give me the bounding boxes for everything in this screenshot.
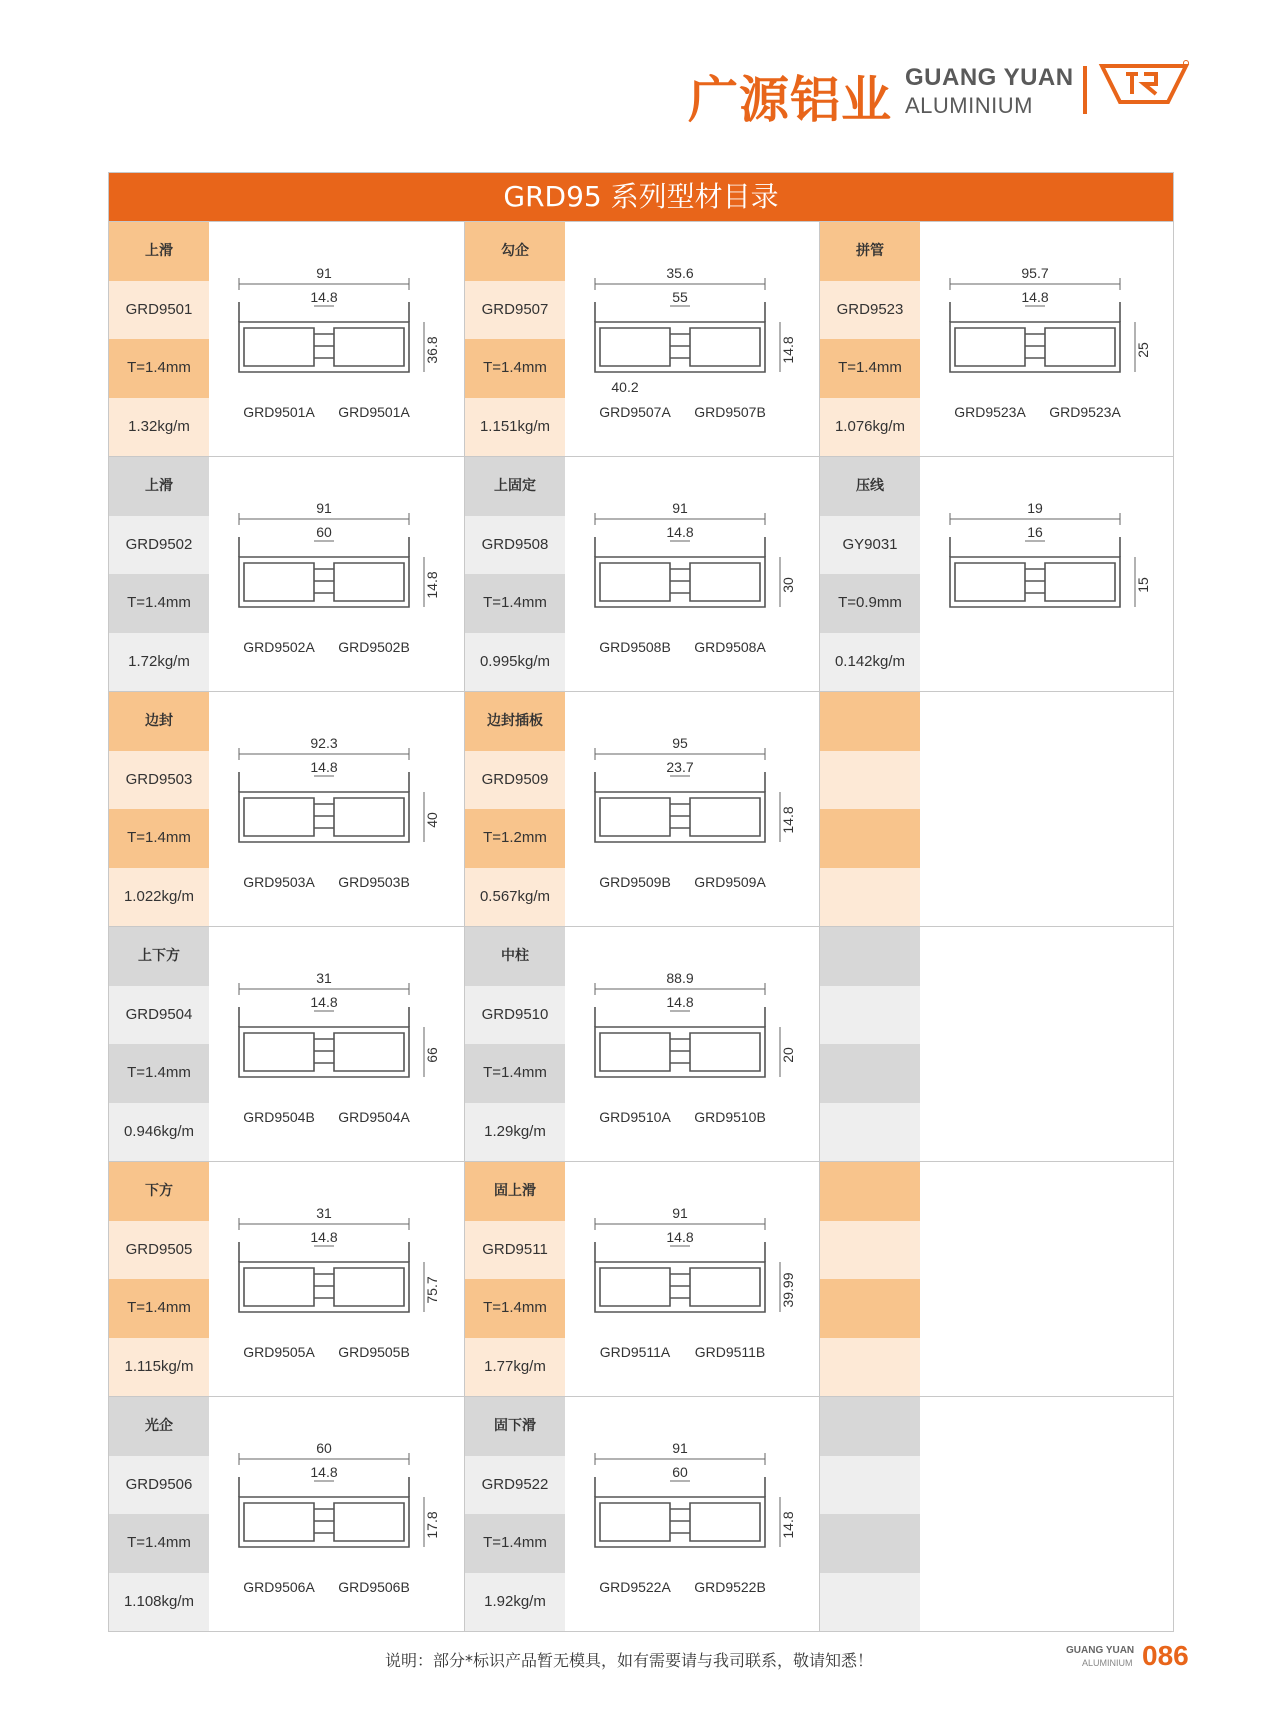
profile-outline: [239, 1497, 409, 1547]
profile-name: [820, 692, 920, 751]
profile-code: [820, 1221, 920, 1280]
profile-name: 上固定: [465, 457, 565, 516]
profile-weight: 0.995kg/m: [465, 633, 565, 692]
profile-spec-column: [465, 692, 565, 926]
profile-outline: [244, 1033, 314, 1071]
profile-outline: [334, 1033, 404, 1071]
profile-cell: [819, 692, 1175, 926]
profile-outline: [955, 328, 1025, 366]
profile-outline: [595, 557, 765, 607]
brand-name-cn: 广源铝业: [688, 71, 892, 129]
dimension-label: 14.8: [666, 524, 694, 540]
profile-outline: [600, 1503, 670, 1541]
dimension-label: 17.8: [424, 1511, 440, 1539]
profile-cell: [819, 222, 1175, 456]
profile-weight: 0.567kg/m: [465, 868, 565, 927]
dimension-label: 40: [424, 812, 440, 828]
profile-thickness: T=1.2mm: [465, 809, 565, 868]
profile-outline: [950, 537, 1120, 557]
profile-thickness: T=1.4mm: [109, 1514, 209, 1573]
profile-cell: [464, 1397, 820, 1631]
part-code-label: GRD9503B: [338, 874, 410, 890]
profile-cell: [109, 222, 464, 456]
profile-outline: [690, 563, 760, 601]
profile-name: 上下方: [109, 927, 209, 986]
profile-cell: [819, 1162, 1175, 1396]
profile-name: 拼管: [820, 222, 920, 281]
profile-drawing: [209, 1397, 464, 1631]
dimension-label: 35.6: [666, 265, 694, 281]
part-code-label: GRD9510A: [599, 1109, 671, 1125]
profile-outline: [690, 1033, 760, 1071]
dimension-label: 14.8: [424, 571, 440, 599]
dimension-label: 88.9: [666, 970, 694, 986]
catalog-row: [109, 1161, 1173, 1396]
profile-code: [820, 1456, 920, 1515]
profile-name: 勾企: [465, 222, 565, 281]
profile-catalog: [108, 172, 1174, 1632]
profile-section-diagram: [209, 222, 464, 456]
dimension-label: 14.8: [310, 1464, 338, 1480]
profile-weight: 1.151kg/m: [465, 398, 565, 457]
profile-spec-column: [465, 927, 565, 1161]
profile-outline: [334, 328, 404, 366]
profile-weight: 0.142kg/m: [820, 633, 920, 692]
profile-drawing: [565, 927, 820, 1161]
profile-outline: [670, 1274, 690, 1298]
profile-name: [820, 1397, 920, 1456]
profile-name: 固下滑: [465, 1397, 565, 1456]
profile-cell: [464, 927, 820, 1161]
dimension-label: 19: [1027, 500, 1043, 516]
profile-outline: [690, 798, 760, 836]
dimension-label: 14.8: [666, 1229, 694, 1245]
profile-cell: [109, 927, 464, 1161]
profile-outline: [1045, 328, 1115, 366]
profile-outline: [239, 322, 409, 372]
profile-drawing: [565, 692, 820, 926]
profile-drawing: [565, 1397, 820, 1631]
profile-name: 边封插板: [465, 692, 565, 751]
dimension-label: 14.8: [1021, 289, 1049, 305]
profile-cell: [819, 1397, 1175, 1631]
profile-weight: 1.076kg/m: [820, 398, 920, 457]
profile-section-diagram: [565, 1397, 820, 1631]
dimension-label: 14.8: [310, 289, 338, 305]
profile-outline: [239, 1027, 409, 1077]
profile-thickness: [820, 1279, 920, 1338]
profile-outline: [595, 1007, 765, 1027]
profile-drawing: [565, 457, 820, 691]
dimension-label: 91: [672, 1440, 688, 1456]
profile-outline: [600, 1268, 670, 1306]
profile-thickness: T=1.4mm: [465, 1279, 565, 1338]
part-code-label: GRD9505B: [338, 1344, 410, 1360]
profile-section-diagram: [565, 692, 820, 926]
profile-thickness: T=1.4mm: [465, 574, 565, 633]
profile-section-diagram: [920, 222, 1175, 456]
footer-note: 说明：部分*标识产品暂无模具，如有需要请与我司联系，敬请知悉！: [385, 1651, 874, 1670]
profile-outline: [314, 1274, 334, 1298]
profile-outline: [670, 334, 690, 358]
profile-spec-column: [820, 1162, 920, 1396]
profile-cell: [109, 457, 464, 691]
profile-code: GRD9502: [109, 516, 209, 575]
part-code-label: GRD9506A: [243, 1579, 315, 1595]
profile-cell: [464, 457, 820, 691]
profile-outline: [670, 1039, 690, 1063]
dimension-label: 20: [780, 1047, 796, 1063]
profile-cell: [819, 927, 1175, 1161]
profile-name: 固上滑: [465, 1162, 565, 1221]
profile-outline: [1025, 569, 1045, 593]
profile-thickness: [820, 809, 920, 868]
profile-cell: [464, 1162, 820, 1396]
page-number: 086: [1142, 1640, 1189, 1671]
profile-outline: [244, 563, 314, 601]
profile-outline: [244, 1503, 314, 1541]
profile-name: 上滑: [109, 222, 209, 281]
profile-code: GRD9507: [465, 281, 565, 340]
part-code-label: GRD9501A: [338, 404, 410, 420]
profile-drawing: [565, 222, 820, 456]
profile-cell: [464, 692, 820, 926]
profile-outline: [595, 1262, 765, 1312]
profile-outline: [334, 1268, 404, 1306]
dimension-label: 60: [316, 524, 332, 540]
profile-outline: [1045, 563, 1115, 601]
profile-thickness: T=1.4mm: [109, 339, 209, 398]
part-code-label: GRD9502B: [338, 639, 410, 655]
profile-outline: [1025, 334, 1045, 358]
profile-weight: 1.108kg/m: [109, 1573, 209, 1632]
dimension-label: 92.3: [310, 735, 338, 751]
profile-outline: [670, 804, 690, 828]
catalog-row: [109, 456, 1173, 691]
profile-spec-column: [820, 1397, 920, 1631]
profile-outline: [595, 792, 765, 842]
profile-outline: [600, 1033, 670, 1071]
dimension-label: 91: [316, 265, 332, 281]
dimension-label: 30: [780, 577, 796, 593]
page-header: [0, 0, 1279, 150]
profile-outline: [239, 772, 409, 792]
profile-outline: [595, 302, 765, 322]
profile-section-diagram: [565, 1162, 820, 1396]
profile-outline: [314, 569, 334, 593]
dimension-label: 95: [672, 735, 688, 751]
catalog-row: [109, 691, 1173, 926]
profile-outline: [239, 302, 409, 322]
part-code-label: GRD9504A: [338, 1109, 410, 1125]
profile-outline: [595, 772, 765, 792]
footer-brand-sub: ALUMINIUM: [1082, 1658, 1133, 1668]
profile-spec-column: [820, 222, 920, 456]
brand-logo-icon: [1098, 60, 1190, 112]
profile-cell: [464, 222, 820, 456]
profile-thickness: T=1.4mm: [465, 1514, 565, 1573]
profile-code: GRD9522: [465, 1456, 565, 1515]
profile-outline: [600, 328, 670, 366]
dimension-label: 14.8: [780, 806, 796, 834]
part-code-label: GRD9511B: [694, 1344, 766, 1360]
profile-spec-column: [109, 457, 209, 691]
profile-name: 压线: [820, 457, 920, 516]
profile-section-diagram: [209, 1397, 464, 1631]
dimension-label: 39.99: [780, 1272, 796, 1308]
profile-outline: [595, 537, 765, 557]
logo-divider: [1083, 66, 1087, 114]
profile-weight: [820, 868, 920, 927]
profile-drawing: [209, 692, 464, 926]
profile-code: GRD9501: [109, 281, 209, 340]
profile-outline: [239, 557, 409, 607]
footer-brand: GUANG YUAN: [1066, 1645, 1135, 1656]
part-code-label: GRD9503A: [243, 874, 315, 890]
profile-outline: [600, 563, 670, 601]
profile-cell: [109, 1162, 464, 1396]
profile-thickness: [820, 1044, 920, 1103]
profile-outline: [239, 537, 409, 557]
profile-drawing: [920, 457, 1175, 691]
part-code-label: GRD9509A: [694, 874, 766, 890]
profile-weight: 1.022kg/m: [109, 868, 209, 927]
profile-code: GRD9508: [465, 516, 565, 575]
brand-name-en-sub: ALUMINIUM: [905, 93, 1033, 118]
profile-name: [820, 927, 920, 986]
profile-drawing: [920, 222, 1175, 456]
profile-code: GRD9511: [465, 1221, 565, 1280]
profile-thickness: T=1.4mm: [109, 1279, 209, 1338]
profile-section-diagram: [565, 222, 820, 456]
profile-outline: [690, 1268, 760, 1306]
profile-outline: [690, 328, 760, 366]
profile-weight: [820, 1338, 920, 1397]
dimension-label: 23.7: [666, 759, 694, 775]
profile-code: [820, 751, 920, 810]
profile-outline: [239, 1242, 409, 1262]
profile-outline: [334, 563, 404, 601]
profile-section-diagram: [209, 927, 464, 1161]
profile-spec-column: [465, 222, 565, 456]
profile-name: 光企: [109, 1397, 209, 1456]
profile-section-diagram: [209, 1162, 464, 1396]
part-code-label: GRD9522B: [694, 1579, 766, 1595]
profile-weight: [820, 1573, 920, 1632]
profile-section-diagram: [920, 457, 1175, 691]
profile-outline: [595, 322, 765, 372]
profile-section-diagram: [565, 927, 820, 1161]
profile-section-diagram: [209, 692, 464, 926]
dimension-label: 16: [1027, 524, 1043, 540]
profile-weight: 1.115kg/m: [109, 1338, 209, 1397]
profile-name: 下方: [109, 1162, 209, 1221]
part-code-label: GRD9508A: [694, 639, 766, 655]
profile-code: GRD9504: [109, 986, 209, 1045]
dimension-label: 91: [672, 500, 688, 516]
brand-name-en: GUANG YUAN: [905, 64, 1074, 91]
profile-cell: [819, 457, 1175, 691]
part-code-label: GRD9507B: [694, 404, 766, 420]
part-code-label: GRD9506B: [338, 1579, 410, 1595]
profile-outline: [955, 563, 1025, 601]
profile-drawing: [209, 927, 464, 1161]
profile-name: 上滑: [109, 457, 209, 516]
profile-code: GRD9506: [109, 1456, 209, 1515]
part-code-label: GRD9523A: [954, 404, 1026, 420]
profile-name: [820, 1162, 920, 1221]
profile-outline: [670, 569, 690, 593]
profile-spec-column: [109, 692, 209, 926]
profile-outline: [334, 1503, 404, 1541]
profile-thickness: T=1.4mm: [820, 339, 920, 398]
profile-outline: [314, 804, 334, 828]
profile-outline: [950, 322, 1120, 372]
profile-weight: 1.72kg/m: [109, 633, 209, 692]
profile-weight: [820, 1103, 920, 1162]
profile-drawing: [565, 1162, 820, 1396]
profile-outline: [314, 334, 334, 358]
profile-weight: 1.92kg/m: [465, 1573, 565, 1632]
dimension-label: 60: [672, 1464, 688, 1480]
profile-outline: [314, 1039, 334, 1063]
profile-thickness: T=1.4mm: [109, 574, 209, 633]
profile-spec-column: [465, 457, 565, 691]
profile-spec-column: [109, 222, 209, 456]
profile-outline: [244, 328, 314, 366]
dimension-label: 15: [1135, 577, 1151, 593]
profile-outline: [690, 1503, 760, 1541]
profile-section-diagram: [565, 457, 820, 691]
part-code-label: GRD9509B: [599, 874, 671, 890]
dimension-label: 75.7: [424, 1276, 440, 1304]
dimension-label: 66: [424, 1047, 440, 1063]
dimension-label: 14.8: [310, 994, 338, 1010]
profile-spec-column: [820, 457, 920, 691]
dimension-label: 14.8: [780, 1511, 796, 1539]
profile-outline: [239, 792, 409, 842]
dimension-label: 14.8: [310, 1229, 338, 1245]
profile-cell: [109, 692, 464, 926]
profile-code: GRD9510: [465, 986, 565, 1045]
profile-section-diagram: [209, 457, 464, 691]
profile-outline: [239, 1262, 409, 1312]
catalog-row: [109, 926, 1173, 1161]
profile-spec-column: [109, 1162, 209, 1396]
profile-thickness: T=1.4mm: [465, 339, 565, 398]
profile-cell: [109, 1397, 464, 1631]
profile-drawing: [209, 222, 464, 456]
profile-code: GRD9509: [465, 751, 565, 810]
catalog-row: [109, 221, 1173, 456]
dimension-label: 55: [672, 289, 688, 305]
profile-outline: [239, 1007, 409, 1027]
profile-thickness: T=1.4mm: [109, 1044, 209, 1103]
profile-name: 边封: [109, 692, 209, 751]
catalog-title: GRD95 系列型材目录: [109, 173, 1173, 221]
profile-drawing: [209, 457, 464, 691]
dimension-label: 31: [316, 1205, 332, 1221]
dimension-label: 91: [316, 500, 332, 516]
profile-spec-column: [465, 1162, 565, 1396]
profile-name: 中柱: [465, 927, 565, 986]
profile-code: GRD9505: [109, 1221, 209, 1280]
profile-outline: [314, 1509, 334, 1533]
profile-outline: [670, 1509, 690, 1533]
dimension-label: 31: [316, 970, 332, 986]
part-code-label: GRD9510B: [694, 1109, 766, 1125]
profile-spec-column: [820, 692, 920, 926]
profile-code: GRD9523: [820, 281, 920, 340]
profile-outline: [334, 798, 404, 836]
profile-spec-column: [820, 927, 920, 1161]
profile-outline: [595, 1242, 765, 1262]
profile-thickness: [820, 1514, 920, 1573]
dimension-label: 40.2: [611, 379, 639, 395]
profile-outline: [244, 798, 314, 836]
dimension-label: 25: [1135, 342, 1151, 358]
dimension-label: 95.7: [1021, 265, 1049, 281]
profile-outline: [595, 1027, 765, 1077]
profile-weight: 1.32kg/m: [109, 398, 209, 457]
catalog-row: [109, 1396, 1173, 1631]
dimension-label: 14.8: [310, 759, 338, 775]
profile-thickness: T=0.9mm: [820, 574, 920, 633]
part-code-label: GRD9508B: [599, 639, 671, 655]
dimension-label: 60: [316, 1440, 332, 1456]
profile-outline: [950, 557, 1120, 607]
part-code-label: GRD9511A: [599, 1344, 671, 1360]
part-code-label: GRD9502A: [243, 639, 315, 655]
part-code-label: GRD9501A: [243, 404, 315, 420]
profile-spec-column: [109, 927, 209, 1161]
profile-drawing: [209, 1162, 464, 1396]
profile-code: GRD9503: [109, 751, 209, 810]
profile-thickness: T=1.4mm: [109, 809, 209, 868]
dimension-label: 14.8: [780, 336, 796, 364]
profile-outline: [595, 1497, 765, 1547]
part-code-label: GRD9523A: [1049, 404, 1121, 420]
profile-weight: 1.77kg/m: [465, 1338, 565, 1397]
part-code-label: GRD9504B: [243, 1109, 315, 1125]
profile-weight: 1.29kg/m: [465, 1103, 565, 1162]
profile-weight: 0.946kg/m: [109, 1103, 209, 1162]
profile-outline: [244, 1268, 314, 1306]
profile-outline: [595, 1477, 765, 1497]
profile-outline: [239, 1477, 409, 1497]
profile-outline: [600, 798, 670, 836]
part-code-label: GRD9505A: [243, 1344, 315, 1360]
profile-code: [820, 986, 920, 1045]
profile-code: GY9031: [820, 516, 920, 575]
profile-spec-column: [465, 1397, 565, 1631]
profile-thickness: T=1.4mm: [465, 1044, 565, 1103]
profile-spec-column: [109, 1397, 209, 1631]
dimension-label: 36.8: [424, 336, 440, 364]
part-code-label: GRD9507A: [599, 404, 671, 420]
dimension-label: 14.8: [666, 994, 694, 1010]
dimension-label: 91: [672, 1205, 688, 1221]
part-code-label: GRD9522A: [599, 1579, 671, 1595]
profile-outline: [950, 302, 1120, 322]
